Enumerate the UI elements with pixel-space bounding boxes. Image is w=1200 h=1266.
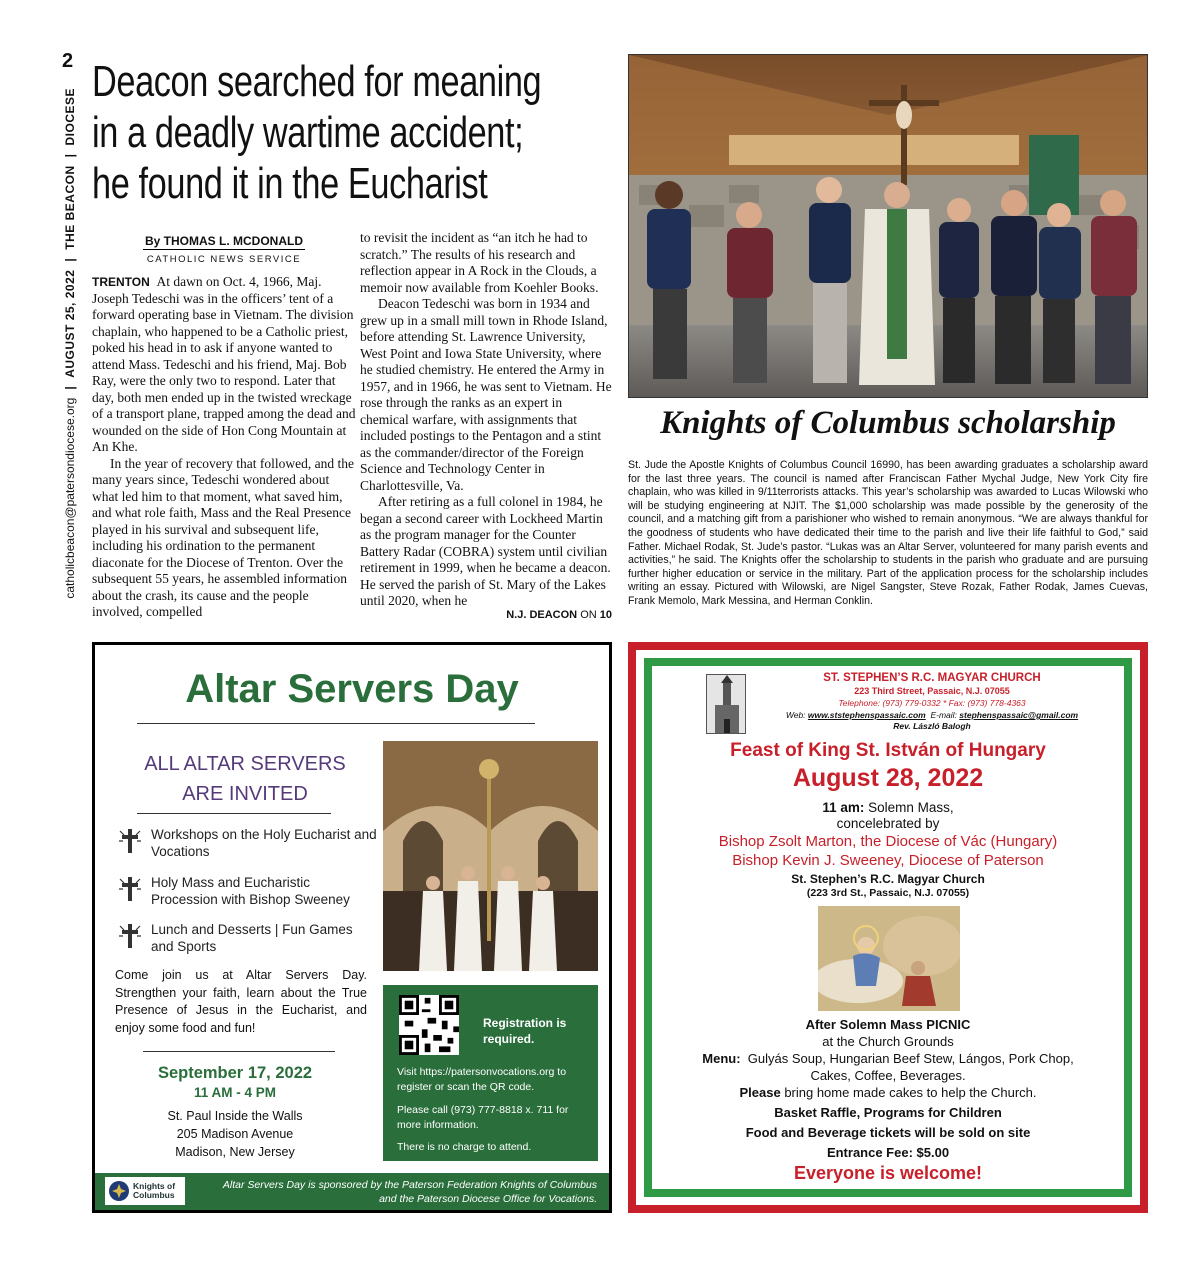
ad-intro: Come join us at Altar Servers Day. Strengthen your faith, learn about the True Presence of Jesus in the Eucharist, and enjoy some food and fun! bbox=[115, 968, 367, 1035]
article-paragraph: After retiring as a full colonel in 1984, he began a second career with Lockheed Martin as the program manager for the Counter Battery Radar (COBRA) system until civilian retirement in 1999, when he became a deacon. He served the parish of St. Mary of the Lakes until 2020, when he bbox=[360, 494, 611, 608]
church-address: 223 Third Street, Passaic, N.J. 07055 bbox=[854, 686, 1010, 696]
jump-page: 10 bbox=[599, 609, 612, 621]
dateline: TRENTON bbox=[92, 275, 150, 289]
church-web: Web: www.ststephenspassaic.com E-mail: stephenspassaic@gmail.com bbox=[785, 710, 1079, 720]
church-name: ST. STEPHEN’S R.C. MAGYAR CHURCH bbox=[823, 672, 1041, 684]
church-photo bbox=[706, 674, 746, 734]
church-phone: Telephone: (973) 779-0332 * Fax: (973) 778-4363 bbox=[838, 698, 1026, 708]
picnic-info: After Solemn Mass PICNIC at the Church Grounds Menu: Gulyás Soup, Hungarian Beef Stew, Lángos, Pork Chop, Cakes, Coffee, Beverages. Please bring home made cakes to help the Church. bbox=[702, 1017, 1074, 1100]
headline-line: in a deadly wartime accident; bbox=[92, 108, 524, 157]
invitation-heading: ALL ALTAR SERVERS ARE INVITED bbox=[144, 753, 346, 805]
page-number: 2 bbox=[62, 50, 74, 72]
article-paragraph: TRENTON At dawn on Oct. 4, 1966, Maj. Joseph Tedeschi was in the officers’ tent of a forward operating base in Vietnam. The division chaplain, who happened to be a Catholic priest, poked his head in to ask if anyone wanted to attend Mass. Tedeschi and his friend, Maj. Bob Ray, were the only two to respond. Later that day, both men ended up in the twisted wreckage of a transport plane, trapped among the dead and wounded on the side of Hon Cong Mountain at An Khe. bbox=[92, 274, 356, 454]
folio-date: AUGUST 25, 2022 bbox=[63, 269, 77, 378]
registration-required: Registration is required. bbox=[483, 1016, 567, 1046]
folio-sep: | bbox=[63, 385, 77, 390]
divider bbox=[137, 723, 535, 724]
welcome-line: Everyone is welcome! bbox=[793, 1163, 983, 1183]
feast-date: August 28, 2022 bbox=[792, 764, 984, 792]
photo-caption: St. Jude the Apostle Knights of Columbus Council 16990, has been awarding graduates a scholarship award for the last three years. The council is named after Franciscan Father Mychal Judge, New York City fire chaplain, who was killed in 9/11terrorists attacks. This year’s scholarship was awarded to Lucas Wilowski who will be studying engineering at NJIT. The $1,000 scholarship was made possible by the generosity of the council, and a matching gift from a parishioner who wished to remain anonymous. “We are always thankful for the goodness of students who have dedicated their time to the parish and live their life faithful to God,” said Father. Michael Rodak, St. Jude’s pastor. “Lukas was an Altar Server, volunteered for many parish events and activities,” he said. The Knights offer the scholarship to students in the parish who graduate and are pursuing further higher education or service in the military. Part of the application process for the scholarship includes writing an essay. Pictured with Wilowski, are Nigel Sangster, Steve Rozak, Father Rodak, James Cuevas, Frank Memolo, Mark Messina, and Herman Conklin. bbox=[628, 459, 1148, 607]
headline-line: he found it in the Eucharist bbox=[92, 159, 488, 208]
church-header bbox=[762, 672, 1102, 731]
magyar-church-ad bbox=[628, 642, 1148, 1213]
saint-painting bbox=[818, 906, 960, 1011]
cross-icon bbox=[117, 922, 143, 950]
vertical-folio bbox=[58, 88, 82, 628]
photo-headline: Knights of Columbus scholarship bbox=[660, 405, 1116, 441]
folio-sep: | bbox=[63, 257, 77, 262]
scholarship-group-photo bbox=[628, 54, 1148, 398]
knights-of-columbus-logo: Knights of Columbus bbox=[105, 1177, 185, 1205]
article-column-1 bbox=[92, 274, 356, 621]
article-headline bbox=[92, 56, 622, 209]
article-paragraph: to revisit the incident as “an itch he had to scratch.” The results of his research and reflection appear in A Rock in the Clouds, a memoir now available from Koehler Books. bbox=[360, 230, 599, 295]
article-paragraph: In the year of recovery that followed, and the many years since, Tedeschi wondered about what led him to that moment, what saved him, and what role faith, Mass and the Real Presence played in his survival and subsequent life, including his ordination to the permanent diaconate for the Diocese of Trenton. Over the subsequent 55 years, he assembled information about the crash, its cause and the people involved, compelled bbox=[92, 455, 355, 619]
folio-section: DIOCESE bbox=[63, 88, 77, 146]
continued-jump bbox=[360, 609, 612, 621]
email-link[interactable]: stephenspassaic@gmail.com bbox=[959, 710, 1079, 720]
altar-servers-ad bbox=[92, 642, 612, 1213]
folio-paper: THE BEACON bbox=[63, 165, 77, 250]
sponsor-text: Altar Servers Day is sponsored by the Paterson Federation Knights of Columbus and the Paterson Diocese Office for Vocations. bbox=[222, 1179, 597, 1205]
article-paragraph: Deacon Tedeschi was born in 1934 and grew up in a small mill town in Rhode Island, before attending St. Lawrence University, West Point and Iowa State University, where he studied chemistry. He entered the Army in 1957, and in 1966, he was sent to Vietnam. He rose through the ranks as an expert in chemical warfare, with assignments that included postings to the Pentagon and a stint as the commander/director of the Foreign Science and Technology Center in Charlottesville, Va. bbox=[360, 296, 612, 493]
registration-panel bbox=[383, 985, 598, 1161]
feast-title: Feast of King St. István of Hungary bbox=[730, 740, 1046, 761]
headline-line: Deacon searched for meaning bbox=[92, 57, 542, 106]
registration-url[interactable]: Visit https://patersonvocations.org to register or scan the QR code. bbox=[397, 1066, 567, 1093]
jump-label: N.J. DEACON bbox=[506, 609, 578, 621]
qr-code[interactable] bbox=[399, 995, 459, 1055]
divider bbox=[137, 813, 331, 814]
contact-phone: Please call (973) 777-8818 x. 711 for more information. bbox=[397, 1104, 569, 1131]
byline bbox=[92, 232, 356, 265]
divider bbox=[143, 1051, 335, 1052]
byline-prefix: By bbox=[144, 234, 161, 248]
news-agency: CATHOLIC NEWS SERVICE bbox=[146, 254, 302, 265]
event-date: September 17, 2022 bbox=[157, 1064, 313, 1082]
program-item: Holy Mass and Eucharistic Procession with Bishop Sweeney bbox=[117, 875, 377, 908]
celebrants: Bishop Zsolt Marton, the Diocese of Vác (Hungary) Bishop Kevin J. Sweeney, Diocese of Paterson bbox=[718, 833, 1058, 869]
jump-on: ON bbox=[580, 609, 597, 621]
article-column-2 bbox=[360, 230, 612, 610]
altar-servers-photo bbox=[383, 741, 598, 971]
folio-website: catholicbeacon@patersondiocese.org bbox=[63, 397, 77, 599]
author-line bbox=[143, 234, 305, 250]
event-time: 11 AM - 4 PM bbox=[193, 1085, 277, 1100]
program-item: Workshops on the Holy Eucharist and Vocations bbox=[117, 827, 377, 860]
no-charge-note: There is no charge to attend. bbox=[397, 1141, 532, 1153]
cross-icon bbox=[117, 827, 143, 855]
pastor-name: Rev. László Balogh bbox=[893, 721, 971, 731]
ad-title: Altar Servers Day bbox=[185, 667, 519, 711]
cross-icon bbox=[117, 875, 143, 903]
folio-sep: | bbox=[63, 153, 77, 158]
event-extras: Basket Raffle, Programs for Children Food and Beverage tickets will be sold on site Entrance Fee: $5.00 bbox=[745, 1105, 1031, 1160]
mass-location: St. Stephen’s R.C. Magyar Church (223 3rd St., Passaic, N.J. 07055) bbox=[791, 872, 985, 899]
event-venue: St. Paul Inside the Walls 205 Madison Avenue Madison, New Jersey bbox=[167, 1109, 303, 1159]
sponsor-footer bbox=[95, 1173, 609, 1210]
program-item: Lunch and Desserts | Fun Games and Sports bbox=[117, 922, 377, 955]
kofc-emblem-icon bbox=[108, 1180, 130, 1202]
author-name: THOMAS L. MCDONALD bbox=[163, 234, 303, 248]
mass-info: 11 am: Solemn Mass, concelebrated by bbox=[822, 800, 954, 831]
website-link[interactable]: www.ststephenspassaic.com bbox=[807, 710, 926, 720]
